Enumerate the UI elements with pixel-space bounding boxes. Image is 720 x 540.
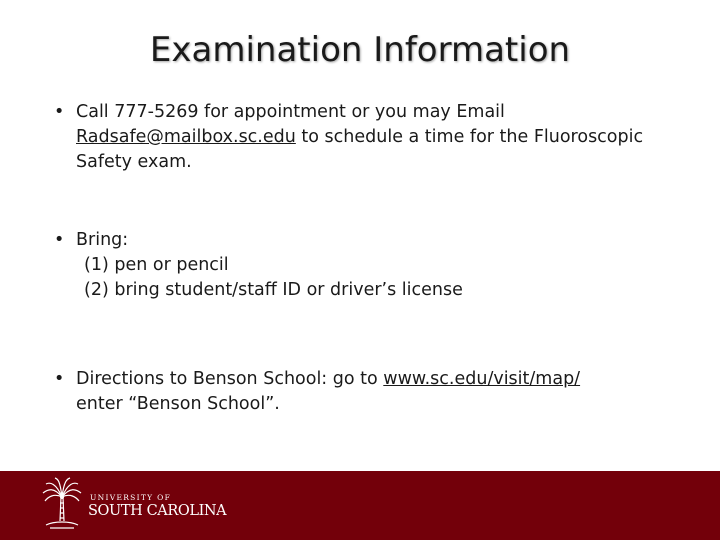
- university-logo: [40, 479, 240, 531]
- bring-item-1: (1) pen or pencil: [84, 255, 229, 275]
- bullet-directions: [54, 367, 696, 417]
- directions-text: Directions to Benson School: go to: [76, 369, 384, 389]
- map-link[interactable]: www.sc.edu/visit/map/: [383, 369, 581, 389]
- palmetto-tree-icon: [40, 477, 84, 531]
- bring-item-2: (2) bring student/staff ID or driver’s license: [84, 280, 463, 300]
- bullet-dot: •: [54, 102, 65, 122]
- logo-university-of: UNIVERSITY OF: [90, 493, 172, 502]
- footer-bar: [0, 471, 720, 540]
- bullet-dot: •: [54, 230, 65, 250]
- appointment-text: Call 777-5269 for appointment or you may Email: [76, 102, 505, 122]
- logo-south-carolina: SOUTH CAROLINA: [88, 503, 227, 519]
- directions-text-end: enter “Benson School”.: [76, 394, 280, 414]
- appointment-text-end: to schedule a time for the Fluoroscopic Safety exam.: [76, 127, 644, 172]
- bullet-bring: [54, 228, 676, 303]
- bullet-dot: •: [54, 369, 65, 389]
- email-link[interactable]: Radsafe@mailbox.sc.edu: [76, 127, 296, 147]
- slide-title: Examination Information: [149, 30, 571, 70]
- bring-label: Bring:: [76, 230, 129, 250]
- bullet-appointment: [54, 100, 676, 175]
